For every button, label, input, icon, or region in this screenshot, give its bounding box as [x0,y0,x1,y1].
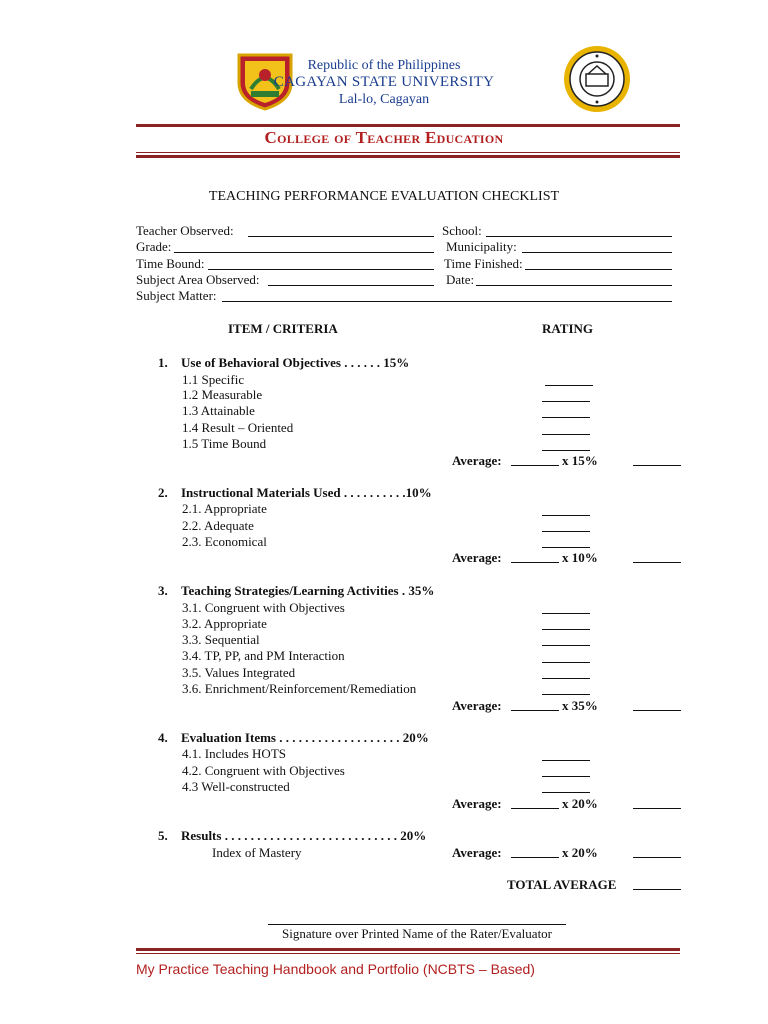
grade-line[interactable] [174,240,434,253]
criteria-item: 1.2 Measurable [182,387,263,402]
rating-blank[interactable] [542,782,590,793]
teacher-observed-label: Teacher Observed: [136,223,234,238]
criteria-item: 3.6. Enrichment/Reinforcement/Remediation [182,681,417,696]
average-blank[interactable] [511,552,559,563]
weight-label: x 20% [562,845,598,860]
subject-matter-line[interactable] [222,289,672,302]
footer-text: My Practice Teaching Handbook and Portfolio (NCBTS – Based) [136,961,535,977]
criteria-item: 4.2. Congruent with Objectives [182,763,345,778]
rating-blank[interactable] [542,521,590,532]
rating-blank[interactable] [542,684,590,695]
average-label: Average: [452,453,502,468]
rating-blank[interactable] [542,537,590,548]
section-number: 4. [158,730,168,745]
criteria-item: 2.2. Adequate [182,518,254,533]
header-rule-bottom-thin [136,152,680,153]
rating-blank[interactable] [542,603,590,614]
weighted-score-blank[interactable] [633,700,681,711]
criteria-item: 3.4. TP, PP, and PM Interaction [182,648,345,663]
school-line[interactable] [486,224,672,237]
average-blank[interactable] [511,700,559,711]
weighted-score-blank[interactable] [633,847,681,858]
time-finished-line[interactable] [525,257,672,270]
rating-blank[interactable] [542,619,590,630]
rating-blank[interactable] [542,505,590,516]
criteria-item: 3.1. Congruent with Objectives [182,600,345,615]
criteria-item: 3.5. Values Integrated [182,665,296,680]
rating-blank[interactable] [545,375,593,386]
subject-area-line[interactable] [268,273,434,286]
rating-blank[interactable] [542,440,590,451]
average-label: Average: [452,796,502,811]
criteria-item: 3.2. Appropriate [182,616,267,631]
weight-label: x 20% [562,796,598,811]
footer-rule [136,948,680,951]
section-title: Evaluation Items . . . . . . . . . . . . . . . . . . . 20% [181,730,429,745]
criteria-item: 2.1. Appropriate [182,501,267,516]
criteria-item: Index of Mastery [212,845,302,860]
section-number: 1. [158,355,168,370]
rating-blank[interactable] [542,407,590,418]
section-title: Use of Behavioral Objectives . . . . . . 15% [181,355,410,370]
time-bound-label: Time Bound: [136,256,205,271]
total-average-label: TOTAL AVERAGE [507,877,617,892]
section-title: Teaching Strategies/Learning Activities . 35% [181,583,435,598]
criteria-item: 4.1. Includes HOTS [182,746,286,761]
average-blank[interactable] [511,798,559,809]
rating-blank[interactable] [542,668,590,679]
rating-blank[interactable] [542,424,590,435]
header-university: CAGAYAN STATE UNIVERSITY [273,74,495,90]
signature-line[interactable] [268,924,566,925]
weight-label: x 15% [562,453,598,468]
municipality-label: Municipality: [446,239,517,254]
rating-column-header: RATING [542,321,594,336]
average-label: Average: [452,698,502,713]
rating-blank[interactable] [542,635,590,646]
section-title: Results . . . . . . . . . . . . . . . . . . . . . . . . . . . 20% [181,828,427,843]
date-line[interactable] [476,273,672,286]
footer-rule-thin [136,953,680,954]
weighted-score-blank[interactable] [633,552,681,563]
grade-label: Grade: [136,239,172,254]
signature-caption: Signature over Printed Name of the Rater/Evaluator [281,926,553,941]
section-number: 3. [158,583,168,598]
header-rule-bottom [136,155,680,158]
weighted-score-blank[interactable] [633,798,681,809]
criteria-item: 1.3 Attainable [182,403,255,418]
teacher-observed-line[interactable] [248,224,434,237]
time-bound-line[interactable] [208,257,434,270]
section-title: Instructional Materials Used . . . . . . . . . .10% [181,485,432,500]
header-republic: Republic of the Philippines [307,58,461,73]
weighted-score-blank[interactable] [633,455,681,466]
criteria-item: 3.3. Sequential [182,632,260,647]
criteria-item: 4.3 Well-constructed [182,779,290,794]
rating-blank[interactable] [542,391,590,402]
criteria-item: 1.1 Specific [182,372,245,387]
college-name: College of Teacher Education [264,128,504,147]
rating-blank[interactable] [542,750,590,761]
subject-matter-label: Subject Matter: [136,288,217,303]
weight-label: x 35% [562,698,598,713]
average-label: Average: [452,845,502,860]
rating-blank[interactable] [542,652,590,663]
rating-blank[interactable] [542,766,590,777]
section-number: 5. [158,828,168,843]
municipality-line[interactable] [522,240,672,253]
average-blank[interactable] [511,455,559,466]
checklist-title: TEACHING PERFORMANCE EVALUATION CHECKLIST [208,189,560,204]
subject-area-label: Subject Area Observed: [136,272,260,287]
time-finished-label: Time Finished: [444,256,523,271]
weight-label: x 10% [562,550,598,565]
criteria-item: 1.5 Time Bound [182,436,267,451]
date-label: Date: [446,272,475,287]
average-label: Average: [452,550,502,565]
school-label: School: [442,223,482,238]
header-rule-top [136,124,680,127]
header-location: Lal-lo, Cagayan [338,92,430,107]
total-average-blank[interactable] [633,879,681,890]
criteria-item: 2.3. Economical [182,534,267,549]
average-blank[interactable] [511,847,559,858]
section-number: 2. [158,485,168,500]
criteria-column-header: ITEM / CRITERIA [228,321,338,336]
criteria-item: 1.4 Result – Oriented [182,420,294,435]
